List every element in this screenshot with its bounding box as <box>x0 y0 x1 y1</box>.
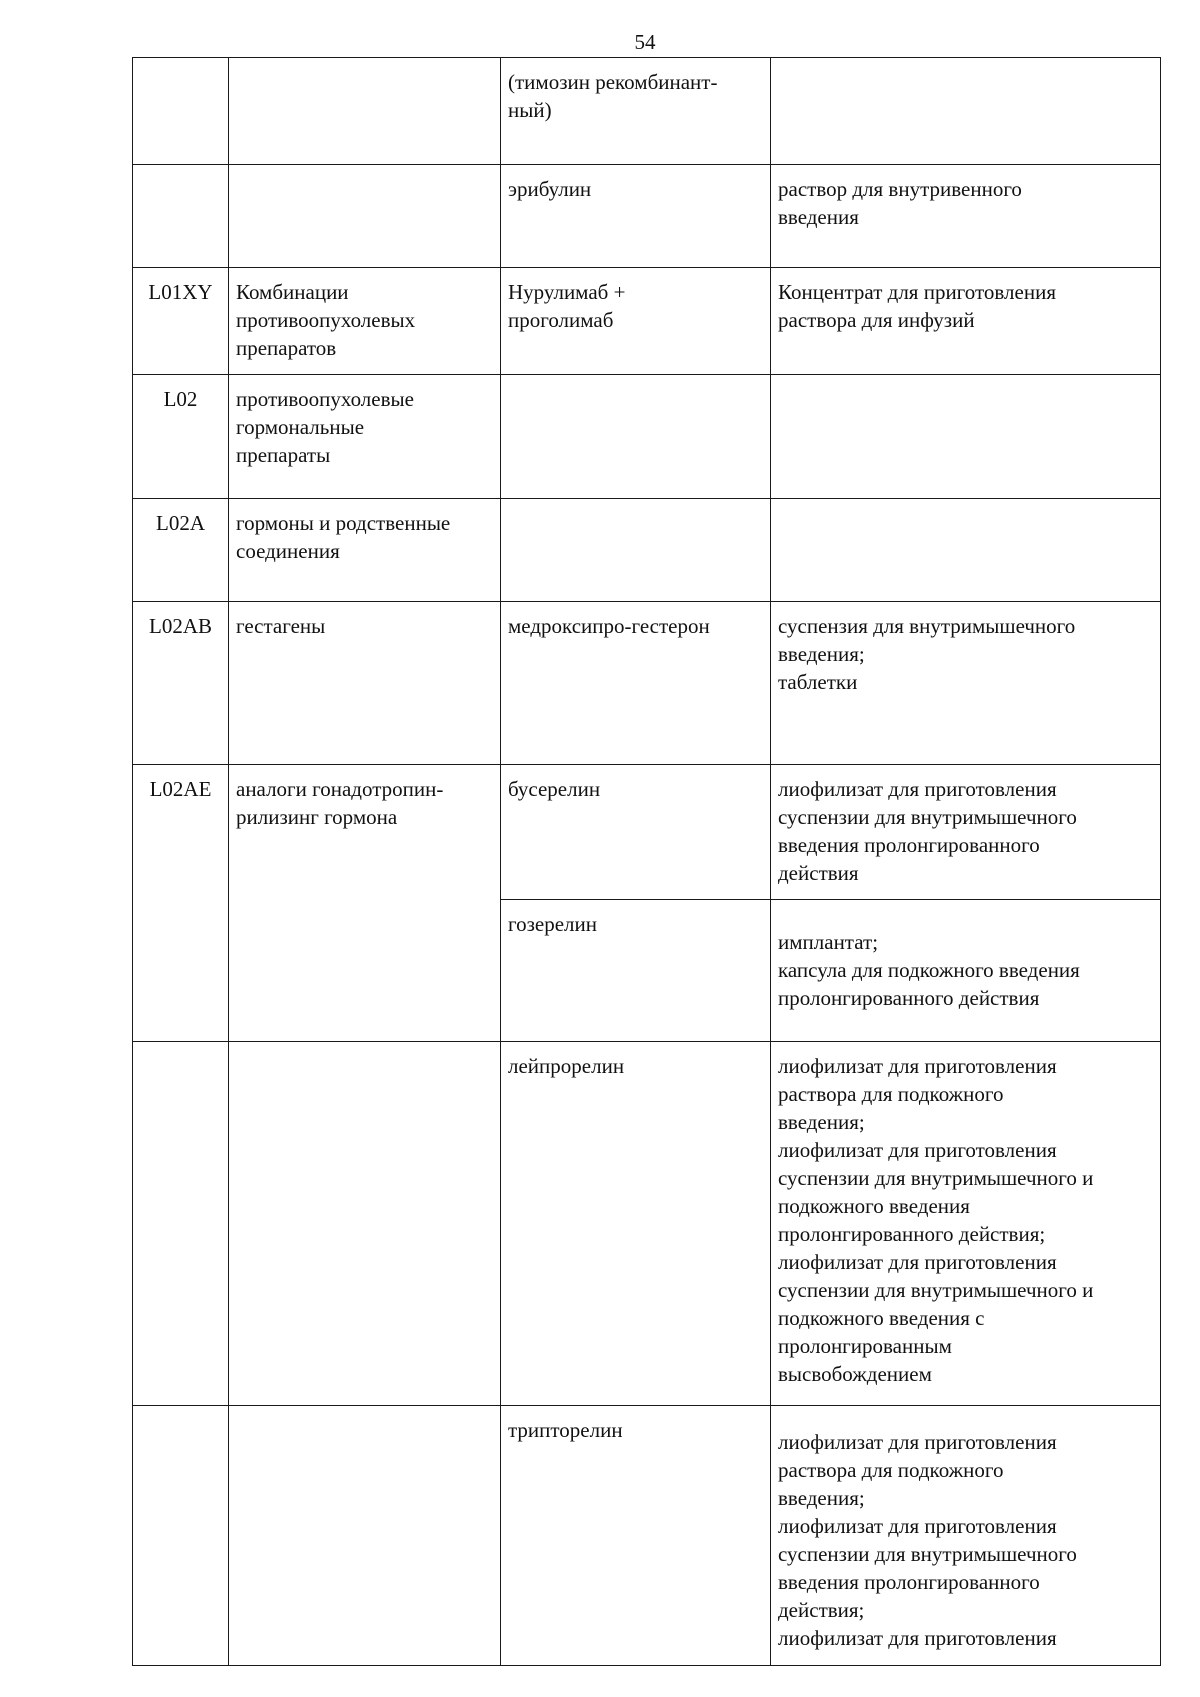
page-number: 54 <box>634 30 656 54</box>
table-row <box>133 268 1161 375</box>
table-row <box>133 58 1161 165</box>
atc-code-cell: L02AE <box>133 765 229 1042</box>
substance-cell: лейпрорелин <box>501 1042 771 1406</box>
substance-cell: трипторелин <box>501 1406 771 1666</box>
substance-cell: эрибулин <box>501 165 771 268</box>
group-cell: гестагены <box>229 602 501 765</box>
substance-cell: гозерелин <box>501 900 771 1042</box>
form-cell: лиофилизат для приготовления раствора для подкожного введения; лиофилизат для приготовления суспензии для внутримышечного введения пролонгированного действия; лиофилизат для приготовления <box>771 1406 1161 1666</box>
form-cell: суспензия для внутримышечного введения; таблетки <box>771 602 1161 765</box>
atc-code-cell: L02AB <box>133 602 229 765</box>
atc-code-cell <box>133 58 229 165</box>
form-cell: раствор для внутривенного введения <box>771 165 1161 268</box>
form-cell <box>771 58 1161 165</box>
substance-cell: медроксипро-гестерон <box>501 602 771 765</box>
group-cell: аналоги гонадотропин- рилизинг гормона <box>229 765 501 1042</box>
drug-table <box>132 57 1161 1666</box>
group-cell: гормоны и родственные соединения <box>229 499 501 602</box>
table-row <box>133 765 1161 900</box>
substance-cell: бусерелин <box>501 765 771 900</box>
table-row <box>133 602 1161 765</box>
form-cell: лиофилизат для приготовления раствора для подкожного введения; лиофилизат для приготовления суспензии для внутримышечного и подкожного введения пролонгированного действия; лиофилизат для приготовления суспензии для внутримышечного и подкожного введения с пролонгированным высвобождением <box>771 1042 1161 1406</box>
atc-code-cell <box>133 1042 229 1406</box>
form-cell: лиофилизат для приготовления суспензии для внутримышечного введения пролонгированного действия <box>771 765 1161 900</box>
form-cell <box>771 499 1161 602</box>
atc-code-cell: L02 <box>133 375 229 499</box>
atc-code-cell <box>133 1406 229 1666</box>
table-row <box>133 165 1161 268</box>
table-row <box>133 1406 1161 1666</box>
group-cell: противоопухолевые гормональные препараты <box>229 375 501 499</box>
substance-cell <box>501 375 771 499</box>
atc-code-cell: L02A <box>133 499 229 602</box>
form-cell: Концентрат для приготовления раствора для инфузий <box>771 268 1161 375</box>
group-cell: Комбинации противоопухолевых препаратов <box>229 268 501 375</box>
group-cell <box>229 165 501 268</box>
group-cell <box>229 58 501 165</box>
substance-cell: (тимозин рекомбинант- ный) <box>501 58 771 165</box>
table-row <box>133 375 1161 499</box>
table-row <box>133 499 1161 602</box>
group-cell <box>229 1042 501 1406</box>
atc-code-cell: L01XY <box>133 268 229 375</box>
substance-cell: Нурулимаб + проголимаб <box>501 268 771 375</box>
substance-cell <box>501 499 771 602</box>
group-cell <box>229 1406 501 1666</box>
form-cell: имплантат; капсула для подкожного введения пролонгированного действия <box>771 900 1161 1042</box>
form-cell <box>771 375 1161 499</box>
table-row <box>133 1042 1161 1406</box>
atc-code-cell <box>133 165 229 268</box>
